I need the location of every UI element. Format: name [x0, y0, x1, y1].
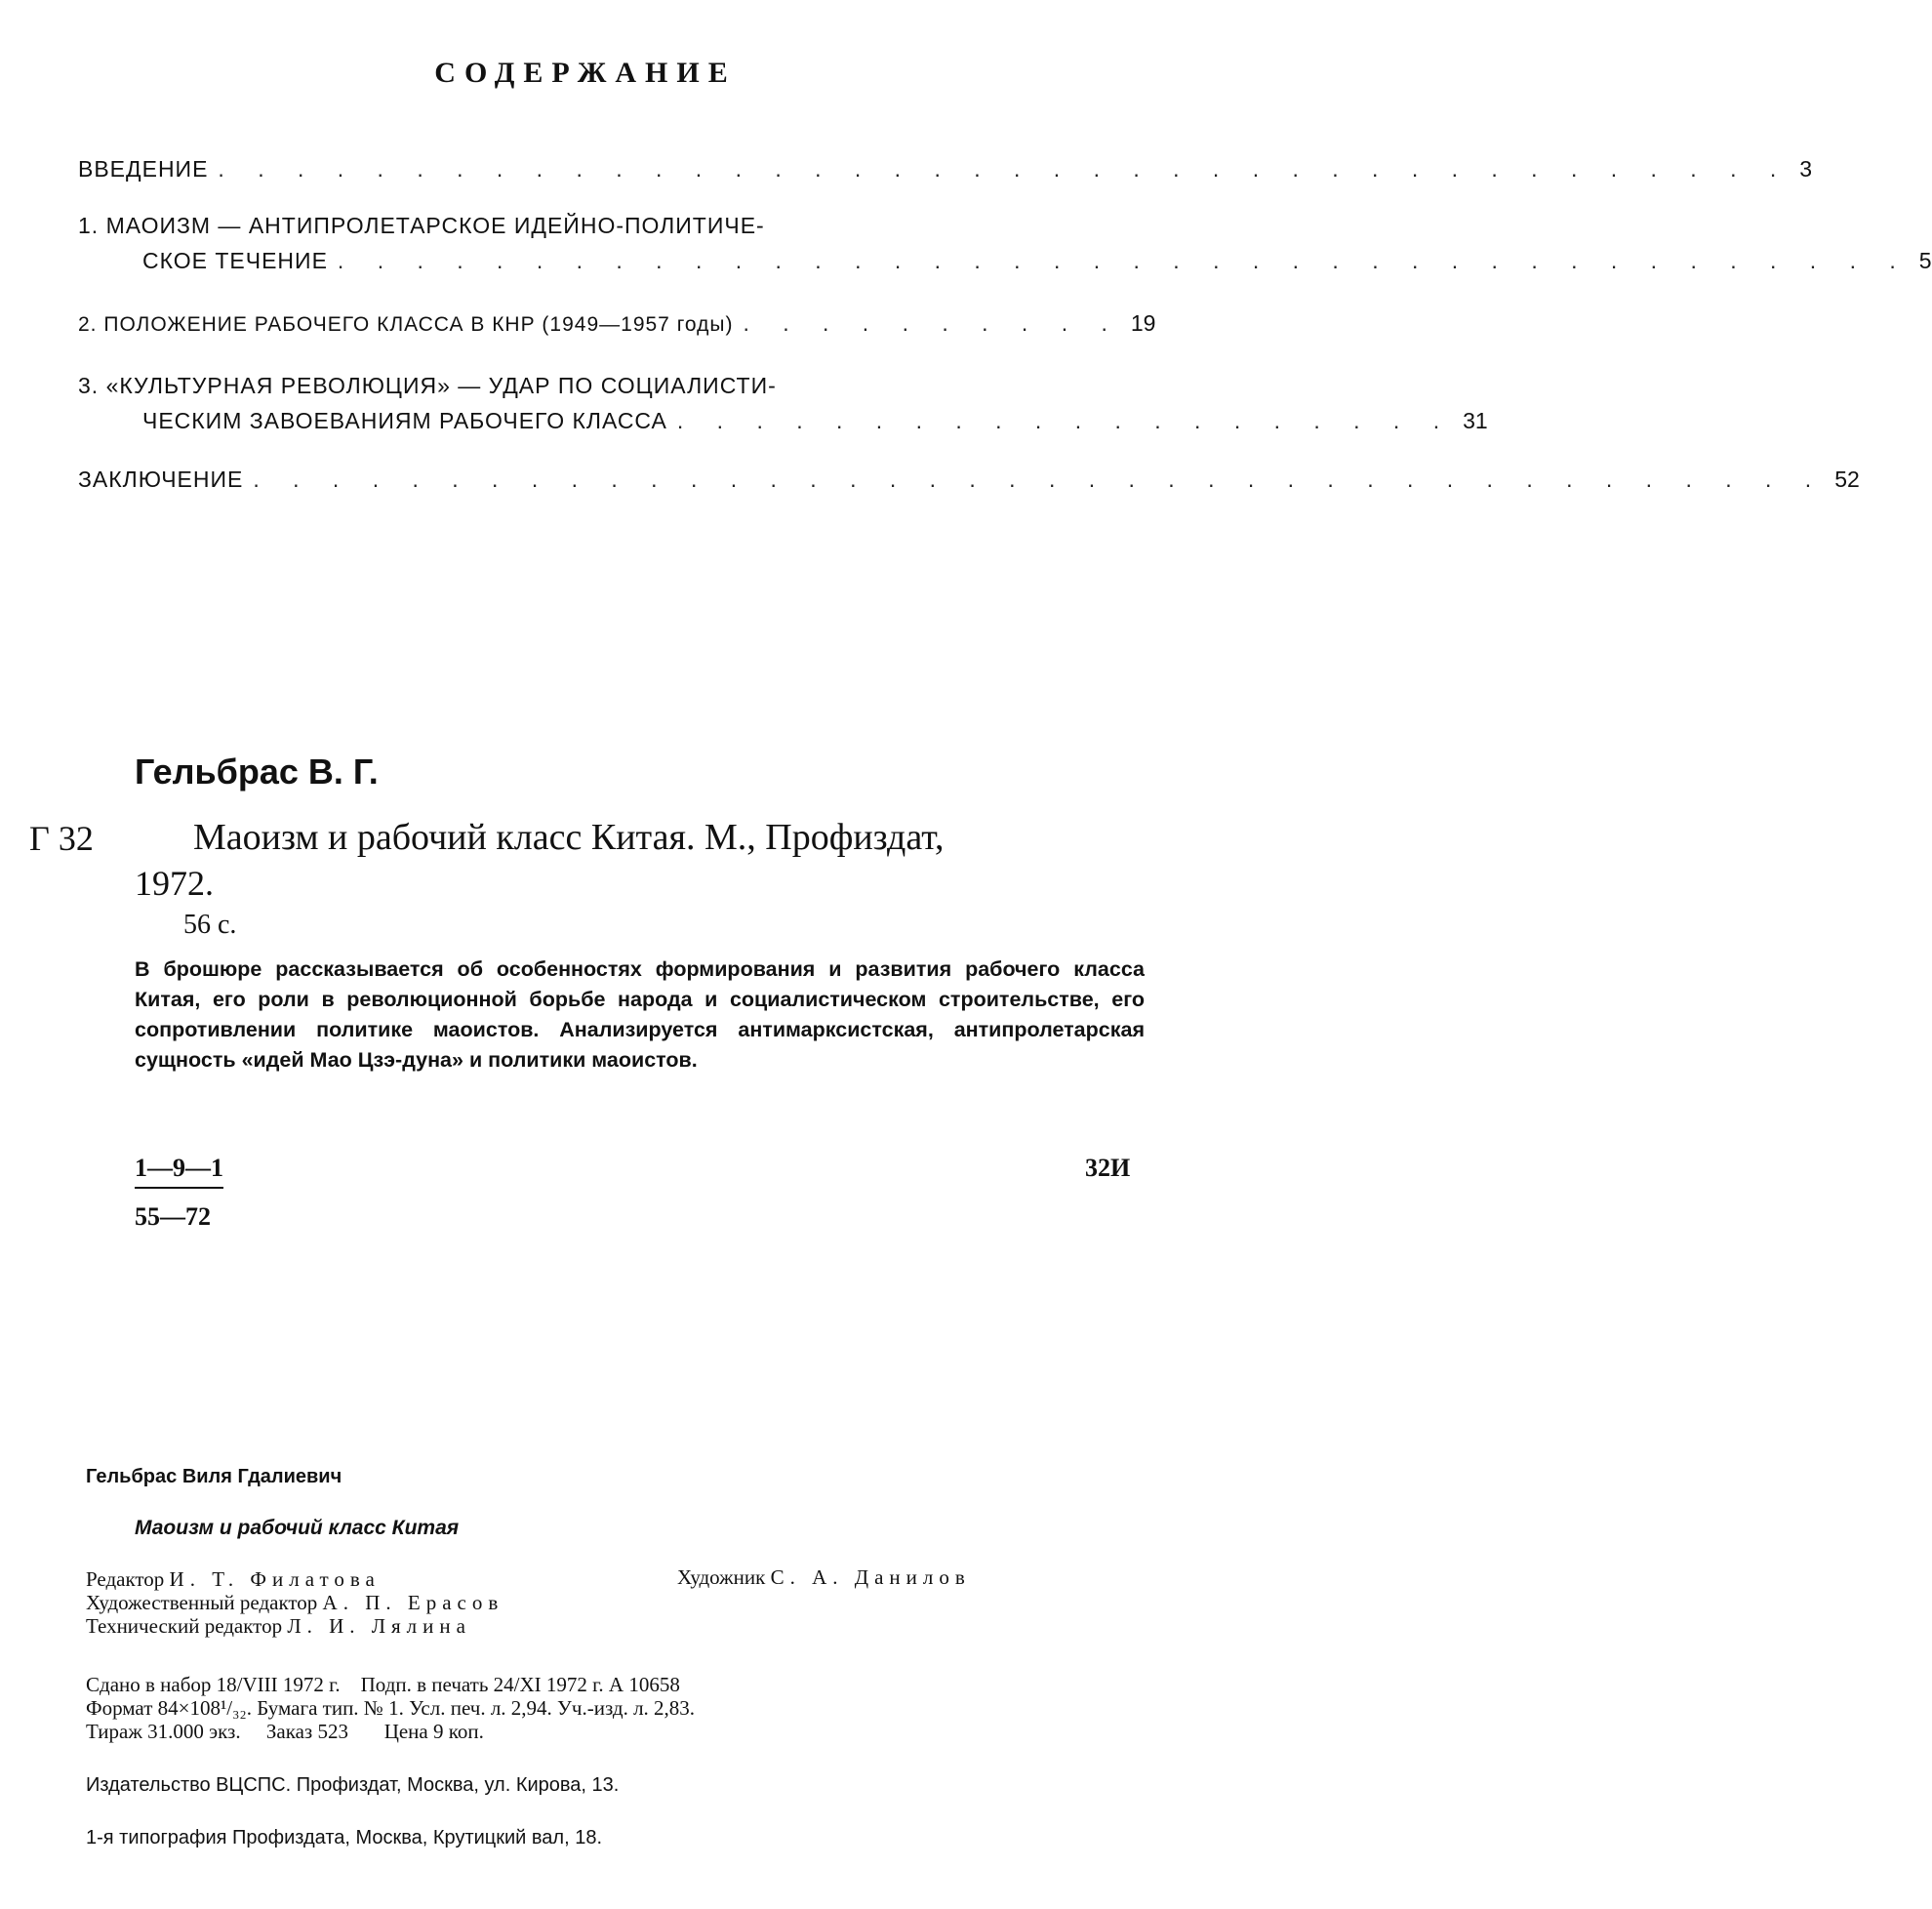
card-classification-code: Г 32 [29, 819, 94, 858]
toc-page-number: 5 [1918, 248, 1932, 273]
imprint-publisher: Издательство ВЦСПС. Профиздат, Москва, ул. Кирова, 13. [86, 1774, 620, 1796]
toc-entry-chapter-1[interactable] [78, 213, 1932, 283]
imprint-tech-editor [86, 1614, 471, 1639]
imprint-printer: 1-я типография Профиздата, Москва, Крутицкий вал, 18. [86, 1827, 603, 1848]
toc-page-number: 31 [1463, 408, 1488, 433]
toc-leader-dots: . . . . . . . . . . . . . . . . . . . . . . . . . . . . . . . . . . . . . . . . [337, 248, 1910, 273]
art-editor-label: Художественный редактор [86, 1591, 318, 1614]
imprint-author-full-name: Гельбрас Виля Гдалиевич [86, 1466, 342, 1487]
card-index-denominator: 55—72 [135, 1202, 211, 1231]
editor-label: Редактор [86, 1567, 165, 1591]
toc-entry-title-continued: СКОЕ ТЕЧЕНИЕ [142, 248, 328, 273]
card-year: 1972. [135, 864, 214, 903]
toc-leader-dots: . . . . . . . . . . . . . . . . . . . . . . . . . . . . . . . . . . . . . . . . [218, 156, 1791, 182]
toc-leader-dots: . . . . . . . . . . [743, 310, 1121, 336]
imprint-print-details-line: Тираж 31.000 экз. Заказ 523 Цена 9 коп. [86, 1720, 484, 1743]
imprint-print-details-line: Формат 84×108¹/₃₂. Бумага тип. № 1. Усл. печ. л. 2,94. Уч.-изд. л. 2,83. [86, 1696, 696, 1720]
imprint-editor [86, 1567, 381, 1592]
toc-entry-introduction[interactable] [78, 156, 1813, 191]
tech-editor-name: Л. И. Лялина [287, 1614, 471, 1638]
toc-page-number: 52 [1834, 467, 1860, 492]
toc-page-number: 3 [1799, 156, 1813, 182]
tech-editor-label: Технический редактор [86, 1614, 283, 1638]
toc-entry-title: ВВЕДЕНИЕ [78, 156, 209, 182]
toc-entry-title: ЗАКЛЮЧЕНИЕ [78, 467, 244, 492]
toc-entry-title: 2. ПОЛОЖЕНИЕ РАБОЧЕГО КЛАССА В КНР (1949—1957 годы) [78, 313, 734, 336]
toc-entry-title: 1. МАОИЗМ — АНТИПРОЛЕТАРСКОЕ ИДЕЙНО-ПОЛИТИЧЕ- [78, 213, 765, 238]
card-author: Гельбрас В. Г. [135, 751, 379, 792]
imprint-artist [677, 1565, 971, 1590]
imprint-book-title: Маоизм и рабочий класс Китая [135, 1517, 460, 1539]
card-page-count: 56 с. [183, 910, 237, 940]
toc-entry-conclusion[interactable] [78, 467, 1860, 502]
card-book-title: Маоизм и рабочий класс Китая. М., Профиздат, [193, 817, 945, 858]
card-annotation: В брошюре рассказывается об особенностях формирования и развития рабочего класса Китая, его роли в революционной борьбе народа и социалистическом строительстве, его сопротивлении политике маоистов. Анализируется антимарксистская, антипролетарская сущность «идей Мао Цзэ-дуна» и политики маоистов. [135, 957, 1145, 1072]
imprint-print-details-line: Сдано в набор 18/VIII 1972 г. Подп. в печать 24/XI 1972 г. А 10658 [86, 1673, 680, 1696]
artist-name: С. А. Данилов [770, 1565, 971, 1589]
toc-heading: СОДЕРЖАНИЕ [434, 57, 737, 89]
toc-entry-title: 3. «КУЛЬТУРНАЯ РЕВОЛЮЦИЯ» — УДАР ПО СОЦИАЛИСТИ- [78, 373, 777, 398]
imprint-art-editor [86, 1591, 503, 1615]
editor-name: И. Т. Филатова [169, 1567, 381, 1591]
card-index-code: 32И [1085, 1154, 1131, 1182]
toc-entry-chapter-2[interactable] [78, 310, 1156, 345]
toc-page-number: 19 [1130, 310, 1156, 336]
artist-label: Художник [677, 1565, 766, 1589]
toc-entry-title-continued: ЧЕСКИМ ЗАВОЕВАНИЯМ РАБОЧЕГО КЛАССА [142, 408, 667, 433]
card-index-numerator: 1—9—1 [135, 1154, 223, 1189]
toc-leader-dots: . . . . . . . . . . . . . . . . . . . . [676, 408, 1454, 433]
toc-leader-dots: . . . . . . . . . . . . . . . . . . . . . . . . . . . . . . . . . . . . . . . . [253, 467, 1826, 492]
toc-entry-chapter-3[interactable] [78, 373, 1488, 443]
art-editor-name: А. П. Ерасов [322, 1591, 504, 1614]
